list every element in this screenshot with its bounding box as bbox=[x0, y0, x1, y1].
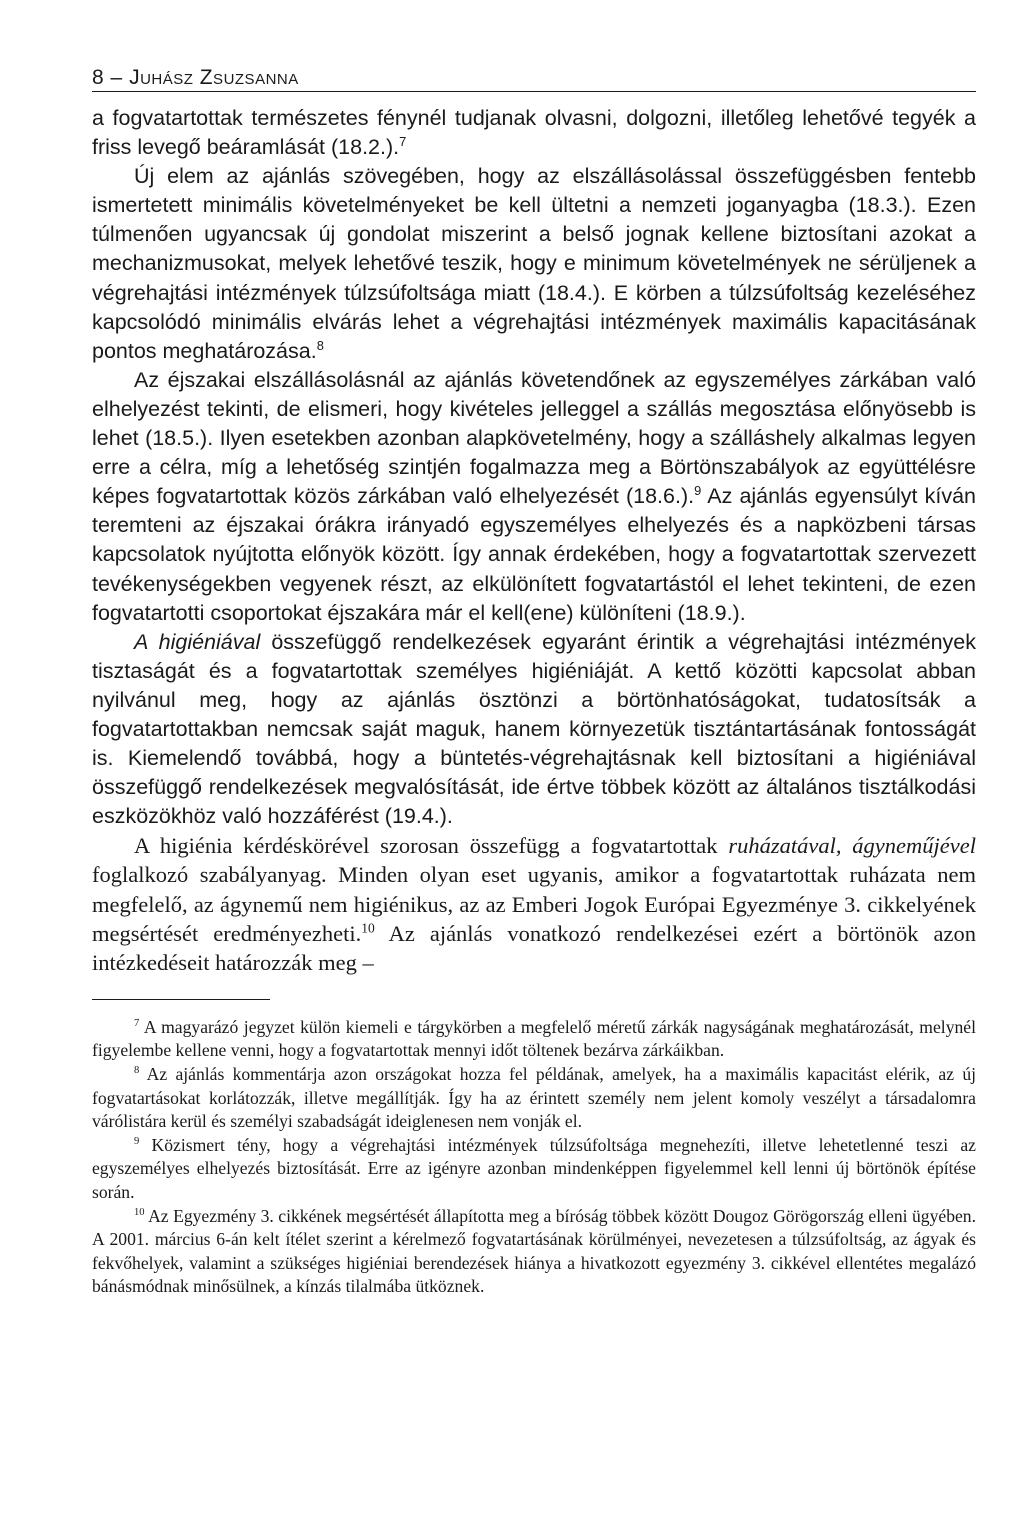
paragraph-2: Új elem az ajánlás szövegében, hogy az elszállásolással összefüggésben fentebb ismertetett minimális követelményeket be kell ültetni a nemzeti joganyagba (18.3.). Ezen túlmenően ugyancsak új gondolat miszerint a belső jognak kellene biztosítani azokat a mechanizmusokat, melyek lehetővé teszik, hogy e minimum követelmények ne sérüljenek a végrehajtási intézmények túlzsúfoltsága miatt (18.4.). E körben a túlzsúfoltság kezeléséhez kapcsolódó minimális elvárás lehet a végrehajtási intézmények maximális kapacitásának pontos meghatározása.$^8$ bbox=[92, 164, 976, 363]
footnotes bbox=[92, 1016, 976, 1299]
footnote-9: $^9$ Közismert tény, hogy a végrehajtási intézmények túlzsúfoltsága megnehezíti, illetve lehetetlenné teszi az egyszemélyes elhelyezés biztosítását. Erre az igényre azonban mindenképpen figyelemmel kell lenni új börtönök építése során. bbox=[92, 1134, 976, 1202]
italic-term-higiene: A higiéniával bbox=[134, 629, 261, 654]
footnote-8: $^8$ Az ajánlás kommentárja azon országokat hozza fel példának, amelyek, ha a maximális kapacitást elérik, az új fogvatartásokat korlátozzák, illetve megállítják. Így ha az érintett személy nem jelent komoly veszélyt a társadalomra várólistára kerül és személyi szabadságát ideiglenesen nem vonják el. bbox=[92, 1064, 976, 1132]
paragraph-3: Az éjszakai elszállásolásnál az ajánlás követendőnek az egyszemélyes zárkában való elhelyezést tekinti, de elismeri, hogy kivételes jelleggel a szállás megosztása előnyösebb is lehet (18.5.). Ilyen esetekben azonban alapkövetelmény, hogy a szálláshely alkalmas legyen erre a célra, míg a lehetőség szintjén fogalmazza meg a Börtönszabályok az együttélésre képes fogvatartottak közös zárkában való elhelyezését (18.6.).$^9$ Az ajánlás egyensúlyt kíván teremteni az éjszakai órákra irányadó egyszemélyes elhelyezés és a napközbeni társas kapcsolatok nyújtotta előnyök között. Így annak érdekében, hogy a fogvatartottak szervezett tevékenységekben vegyenek részt, az elkülönített fogvatartástól el lehet tekinteni, de ezen fogvatartotti csoportokat éjszakára már el kell(ene) különíteni (18.9.). bbox=[92, 367, 977, 625]
paragraph-4: A higiéniával összefüggő rendelkezések egyaránt érintik a végrehajtási intézmények tisztaságát és a fogvatartottak személyes higiéniáját. A kettő közötti kapcsolat abban nyilvánul meg, hogy az ajánlás ösztönzi a börtönhatóságokat, tudatosítsák a fogvatartottakban nemcsak saját maguk, hanem környezetük tisztántartásának fontosságát is. Kiemelendő továbbá, hogy a büntetés-végrehajtásnak kell biztosítani a higiéniával összefüggő rendelkezések megvalósítását, ide értve többek között az általános tisztálkodási eszközökhöz való hozzáférést (19.4.). bbox=[92, 629, 976, 829]
running-header bbox=[92, 66, 976, 92]
footnote-10: $^{10}$ Az Egyezmény 3. cikkének megsértését állapította meg a bíróság többek között Dougoz Görögország elleni ügyében. A 2001. március 6-án kelt ítélet szerint a kérelmező fogvatartásának körülményei, nevezetesen a túlzsúfoltság, az ágyak és fekvőhelyek, valamint a szükséges higiéniai berendezések hiánya a hivatkozott egyezmény 3. cikkével ellentétes megalázó bánásmódnak minősülnek, a kínzás tilalmába ütköznek. bbox=[92, 1205, 977, 1297]
footnote-ref-10: 10 bbox=[361, 920, 375, 936]
footnote-ref-7: 7 bbox=[399, 133, 407, 149]
footnote-divider bbox=[92, 999, 270, 1000]
italic-term-ruhazat: ruházatával, ágyneműjével bbox=[728, 833, 976, 859]
footnote-7: $^7$ A magyarázó jegyzet külön kiemeli e tárgykörben a megfelelő méretű zárkák nagyságának meghatározását, melynél figyelembe kellene venni, hogy a fogvatartottak mennyi időt töltenek bezárva zárkáikban. bbox=[92, 1016, 976, 1061]
paragraph-1: a fogvatartottak természetes fénynél tudjanak olvasni, dolgozni, illetőleg lehetővé tegyék a friss levegő beáramlását (18.2.).$^7$ bbox=[92, 106, 976, 160]
main-text bbox=[92, 104, 976, 977]
footnote-ref-9: 9 bbox=[694, 483, 702, 499]
page bbox=[92, 66, 976, 1299]
header-separator: – bbox=[110, 66, 123, 89]
header-author: Juhász Zsuzsanna bbox=[129, 66, 299, 89]
page-number: 8 bbox=[92, 66, 105, 89]
paragraph-5: A higiénia kérdéskörével szorosan összefügg a fogvatartottak ruházatával, ágyneműjével foglalkozó szabályanyag. Minden olyan eset ugyanis, amikor a fogvatartottak ruházata nem megfelelő, az ágynemű nem higiénikus, az az Emberi Jogok Európai Egyezménye 3. cikkelyének megsértését eredményezheti.$^{10}$ Az ajánlás vonatkozó rendelkezései ezért a börtönök azon intézkedéseit határozzák meg – bbox=[92, 833, 977, 975]
footnote-ref-8: 8 bbox=[316, 337, 324, 353]
